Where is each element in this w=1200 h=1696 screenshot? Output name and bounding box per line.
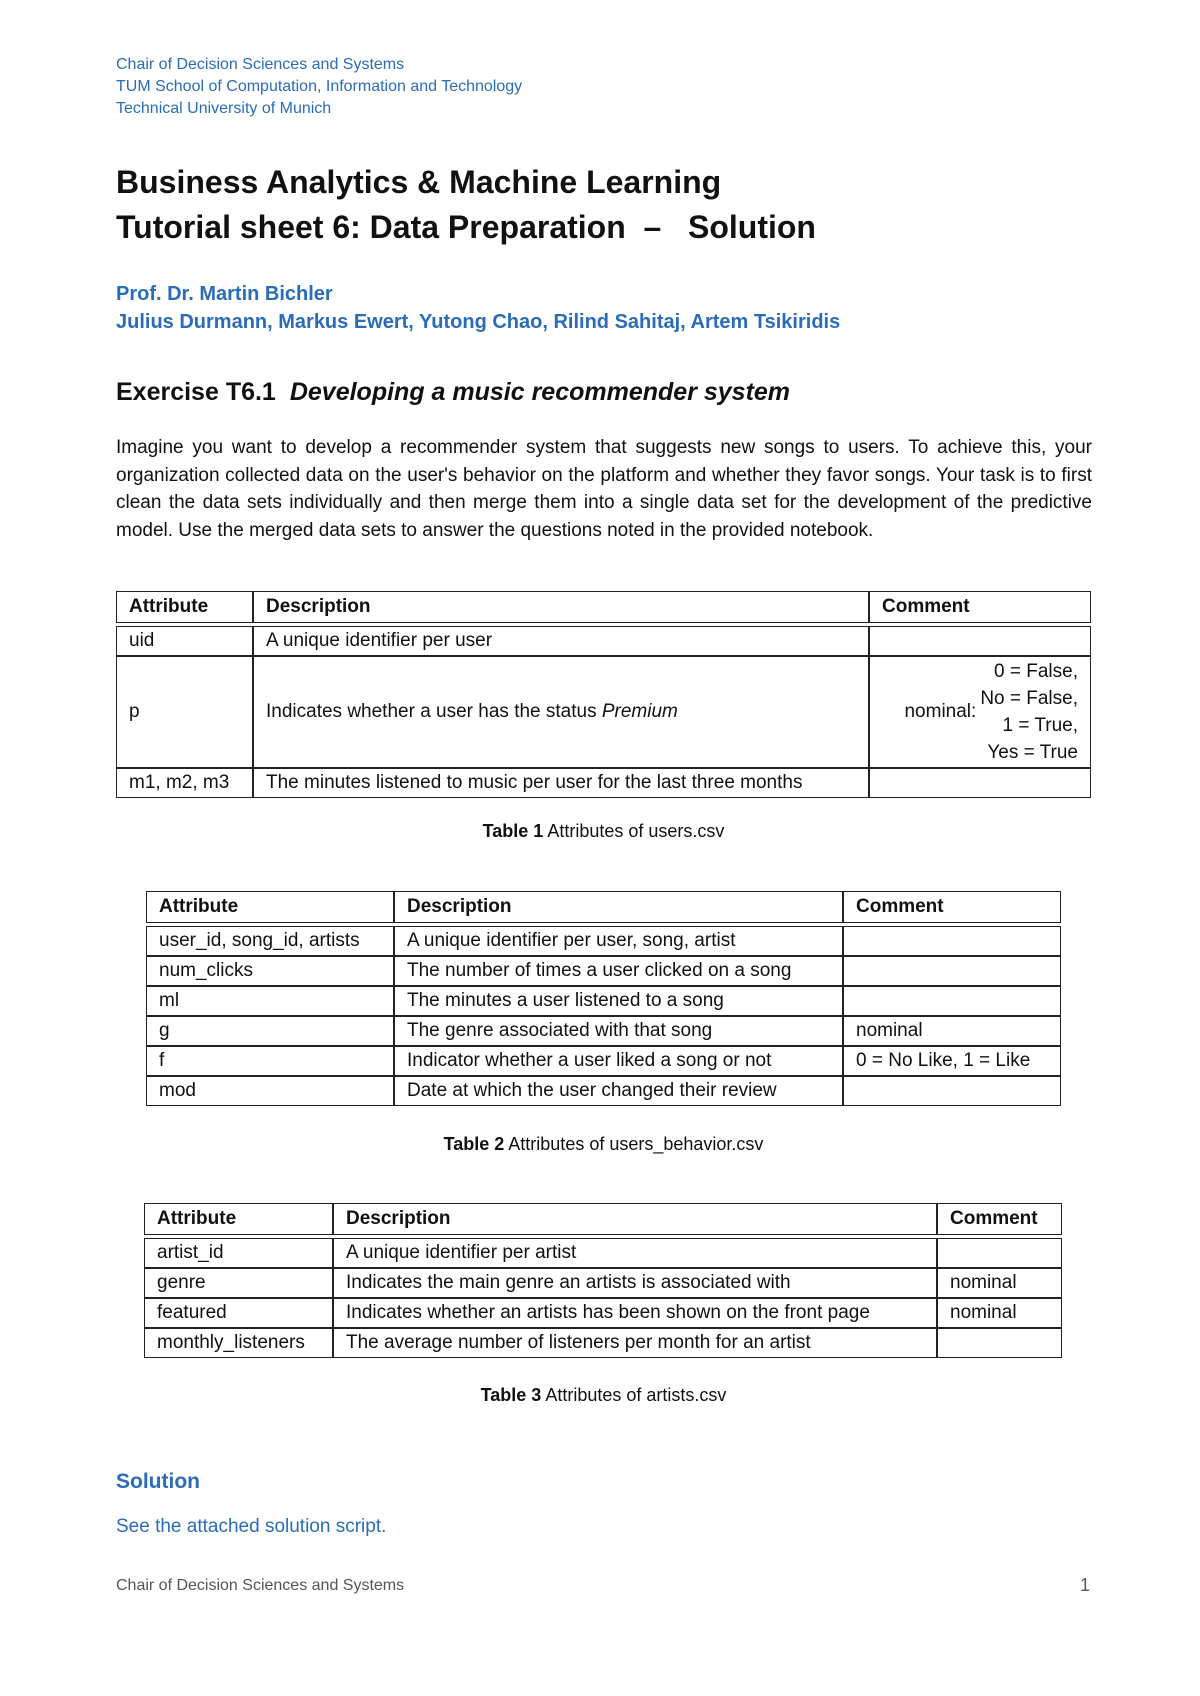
column-header-description: Description xyxy=(394,891,843,923)
description-cell: Indicates whether an artists has been shown on the front page xyxy=(333,1298,937,1328)
attribute-cell: artist_id xyxy=(144,1238,333,1268)
table-header-row xyxy=(116,591,1091,623)
comment-line: 1 = True, xyxy=(1002,715,1078,736)
affiliation-block xyxy=(116,54,522,120)
table-row xyxy=(146,956,1061,986)
comment-cell xyxy=(843,986,1061,1016)
comment-cell xyxy=(937,1238,1062,1268)
comment-cell xyxy=(869,626,1091,656)
solution-heading: Solution xyxy=(116,1470,200,1493)
caption-text: Attributes of users_behavior.csv xyxy=(504,1134,764,1154)
attribute-cell: user_id, song_id, artists xyxy=(146,926,394,956)
comment-cell xyxy=(843,1076,1061,1106)
description-cell: Indicates the main genre an artists is associated with xyxy=(333,1268,937,1298)
description-cell: The genre associated with that song xyxy=(394,1016,843,1046)
column-header-comment: Comment xyxy=(843,891,1061,923)
comment-cell xyxy=(869,768,1091,798)
attribute-cell: monthly_listeners xyxy=(144,1328,333,1358)
caption-text: Attributes of artists.csv xyxy=(541,1385,727,1405)
table-row xyxy=(144,1238,1062,1268)
description-cell: A unique identifier per artist xyxy=(333,1238,937,1268)
title-course: Business Analytics & Machine Learning xyxy=(116,164,722,200)
affiliation-school: TUM School of Computation, Information and Technology xyxy=(116,78,523,95)
table-row xyxy=(144,1298,1062,1328)
caption-label: Table 3 xyxy=(480,1385,542,1405)
table-row xyxy=(146,1076,1061,1106)
description-cell: Indicator whether a user liked a song or not xyxy=(394,1046,843,1076)
authors-block xyxy=(116,280,840,336)
attribute-cell: genre xyxy=(144,1268,333,1298)
exercise-number: Exercise T6.1 xyxy=(116,378,276,406)
description-cell: The minutes listened to music per user for the last three months xyxy=(253,768,869,798)
caption-label: Table 2 xyxy=(443,1134,505,1154)
description-cell: Date at which the user changed their review xyxy=(394,1076,843,1106)
column-header-comment: Comment xyxy=(937,1203,1062,1235)
comment-line: 0 = False, xyxy=(994,661,1078,682)
users-behavior-attributes-table xyxy=(146,891,1061,1106)
attribute-cell: p xyxy=(116,656,253,768)
comment-line: No = False, xyxy=(980,688,1078,709)
table2-caption xyxy=(116,1134,1091,1155)
page-number: 1 xyxy=(1080,1575,1091,1595)
description-cell: A unique identifier per user, song, artist xyxy=(394,926,843,956)
table3-caption xyxy=(116,1385,1091,1406)
table1-caption xyxy=(116,821,1091,842)
table-row xyxy=(144,1328,1062,1358)
comment-cell: nominal xyxy=(937,1298,1062,1328)
users-attributes-table xyxy=(116,591,1091,798)
table-header-row xyxy=(144,1203,1062,1235)
caption-text: Attributes of users.csv xyxy=(543,821,725,841)
description-cell xyxy=(253,656,869,768)
comment-cell: nominal xyxy=(843,1016,1061,1046)
affiliation-university: Technical University of Munich xyxy=(116,100,332,117)
attribute-cell: m1, m2, m3 xyxy=(116,768,253,798)
description-text: Indicates whether a user has the status xyxy=(266,701,602,722)
comment-cell xyxy=(869,656,1091,768)
exercise-topic: Developing a music recommender system xyxy=(289,378,791,406)
comment-cell xyxy=(843,926,1061,956)
description-cell: The average number of listeners per month for an artist xyxy=(333,1328,937,1358)
column-header-description: Description xyxy=(333,1203,937,1235)
attribute-cell: num_clicks xyxy=(146,956,394,986)
comment-line: Yes = True xyxy=(987,742,1078,763)
column-header-comment: Comment xyxy=(869,591,1091,623)
attribute-cell: f xyxy=(146,1046,394,1076)
attribute-cell: mod xyxy=(146,1076,394,1106)
column-header-description: Description xyxy=(253,591,869,623)
professor-name: Prof. Dr. Martin Bichler xyxy=(116,283,333,305)
premium-emphasis: Premium xyxy=(601,701,678,722)
attribute-cell: uid xyxy=(116,626,253,656)
attribute-cell: featured xyxy=(144,1298,333,1328)
solution-text: See the attached solution script. xyxy=(116,1516,387,1537)
description-cell: A unique identifier per user xyxy=(253,626,869,656)
comment-cell: nominal xyxy=(937,1268,1062,1298)
table-row xyxy=(116,626,1091,656)
comment-cell: 0 = No Like, 1 = Like xyxy=(843,1046,1061,1076)
comment-cell xyxy=(937,1328,1062,1358)
column-header-attribute: Attribute xyxy=(146,891,394,923)
table-row xyxy=(146,986,1061,1016)
caption-label: Table 1 xyxy=(482,821,544,841)
column-header-attribute: Attribute xyxy=(144,1203,333,1235)
description-cell: The number of times a user clicked on a song xyxy=(394,956,843,986)
table-row xyxy=(146,1016,1061,1046)
exercise-intro: Imagine you want to develop a recommender system that suggests new songs to users. To achieve this, your organization collected data on the user's behavior on the platform and whether they favor songs. Your task is to first clean the data sets individually and then merge them into a single data set for the development of the predictive model. Use the merged data sets to answer the questions noted in the provided notebook. xyxy=(116,437,1092,541)
attribute-cell: g xyxy=(146,1016,394,1046)
affiliation-chair: Chair of Decision Sciences and Systems xyxy=(116,56,405,73)
title-sheet: Tutorial sheet 6: Data Preparation – Solution xyxy=(116,209,816,245)
table-row xyxy=(116,768,1091,798)
comment-cell xyxy=(843,956,1061,986)
document-title xyxy=(116,160,816,250)
nominal-label: nominal: xyxy=(904,701,977,722)
artists-attributes-table xyxy=(144,1203,1062,1358)
page-footer: Chair of Decision Sciences and Systems xyxy=(116,1577,405,1594)
exercise-heading xyxy=(116,378,790,407)
attribute-cell: ml xyxy=(146,986,394,1016)
description-cell: The minutes a user listened to a song xyxy=(394,986,843,1016)
table-row xyxy=(146,1046,1061,1076)
table-header-row xyxy=(146,891,1061,923)
table-row xyxy=(146,926,1061,956)
tutor-names: Julius Durmann, Markus Ewert, Yutong Chao, Rilind Sahitaj, Artem Tsikiridis xyxy=(116,311,841,333)
table-row xyxy=(116,656,1091,768)
table-row xyxy=(144,1268,1062,1298)
column-header-attribute: Attribute xyxy=(116,591,253,623)
